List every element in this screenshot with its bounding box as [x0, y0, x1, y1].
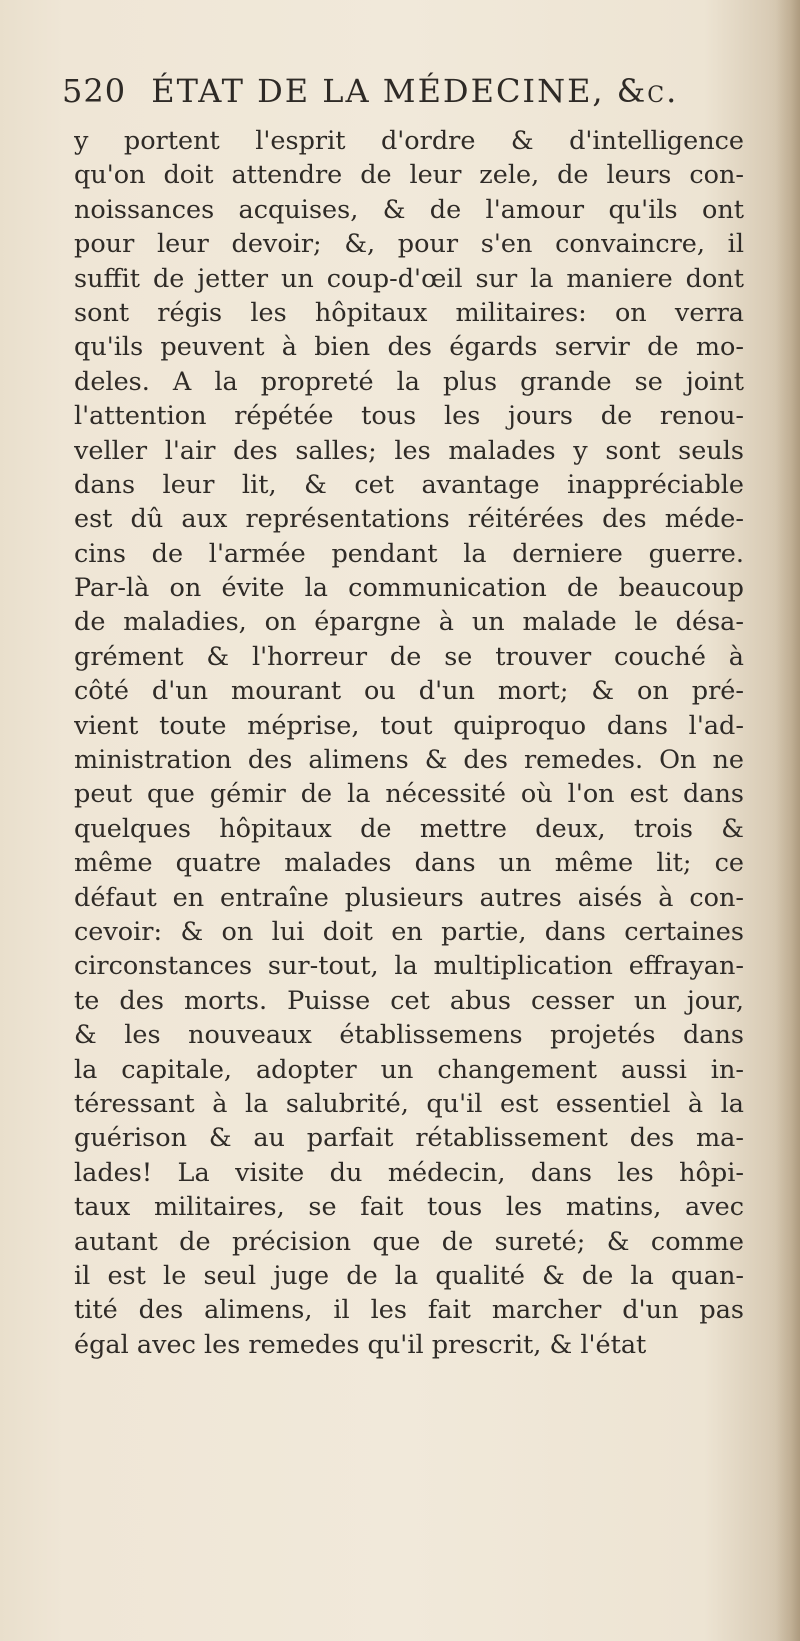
text-line: tité des alimens, il les fait marcher d'un pas [74, 1295, 744, 1326]
text-line: suffit de jetter un coup-d'œil sur la maniere dont [74, 263, 744, 294]
text-line: sont régis les hôpitaux militaires: on verra [74, 297, 744, 328]
text-line: de maladies, on épargne à un malade le désa- [74, 607, 744, 638]
text-line: lades! La visite du médecin, dans les hôpi- [74, 1157, 744, 1188]
text-line: dans leur lit, & cet avantage inappréciable [74, 469, 744, 500]
text-line: grément & l'horreur de se trouver couché à [74, 641, 744, 672]
text-line: défaut en entraîne plusieurs autres aisés à con- [74, 882, 744, 913]
text-line: taux militaires, se fait tous les matins, avec [74, 1192, 744, 1223]
page-header [62, 72, 712, 120]
text-line: peut que gémir de la nécessité où l'on est dans [74, 779, 744, 810]
text-line: cins de l'armée pendant la derniere guerre. [74, 538, 744, 569]
text-line: téressant à la salubrité, qu'il est essentiel à la [74, 1088, 744, 1119]
body-text [74, 124, 744, 1362]
text-line: y portent l'esprit d'ordre & d'intelligence [74, 126, 744, 156]
text-line: vient toute méprise, tout quiproquo dans l'ad- [74, 710, 744, 741]
text-line: côté d'un mourant ou d'un mort; & on pré- [74, 676, 744, 707]
text-line: noissances acquises, & de l'amour qu'ils ont [74, 194, 744, 225]
text-line: quelques hôpitaux de mettre deux, trois & [74, 813, 744, 844]
text-line: cevoir: & on lui doit en partie, dans certaines [74, 916, 744, 947]
page-edge-shadow [776, 0, 800, 1641]
text-line: Par-là on évite la communication de beaucoup [74, 573, 744, 604]
text-line: l'attention répétée tous les jours de renou- [74, 401, 744, 432]
text-line: deles. A la propreté la plus grande se joint [74, 366, 744, 397]
page-number: 520 [62, 72, 127, 110]
text-line: même quatre malades dans un même lit; ce [74, 848, 744, 879]
text-line: qu'ils peuvent à bien des égards servir de mo- [74, 332, 744, 363]
text-line: la capitale, adopter un changement aussi in- [74, 1054, 744, 1085]
text-line: veller l'air des salles; les malades y sont seuls [74, 435, 744, 466]
text-line: & les nouveaux établissemens projetés dans [74, 1020, 744, 1051]
running-title: ÉTAT DE LA MÉDECINE, &c. [151, 72, 679, 110]
text-line: égal avec les remedes qu'il prescrit, & l'état [74, 1329, 647, 1360]
text-line: guérison & au parfait rétablissement des ma- [74, 1123, 744, 1154]
text-line: est dû aux représentations réitérées des méde- [74, 504, 744, 535]
text-line: qu'on doit attendre de leur zele, de leurs con- [74, 160, 744, 191]
text-line: il est le seul juge de la qualité & de la quan- [74, 1260, 744, 1291]
text-line: te des morts. Puisse cet abus cesser un jour, [74, 985, 744, 1016]
text-line: circonstances sur-tout, la multiplication effrayan- [74, 951, 744, 982]
text-line: autant de précision que de sureté; & comme [74, 1226, 744, 1257]
text-line: ministration des alimens & des remedes. On ne [74, 745, 744, 776]
text-line: pour leur devoir; &, pour s'en convaincre, il [74, 229, 744, 260]
